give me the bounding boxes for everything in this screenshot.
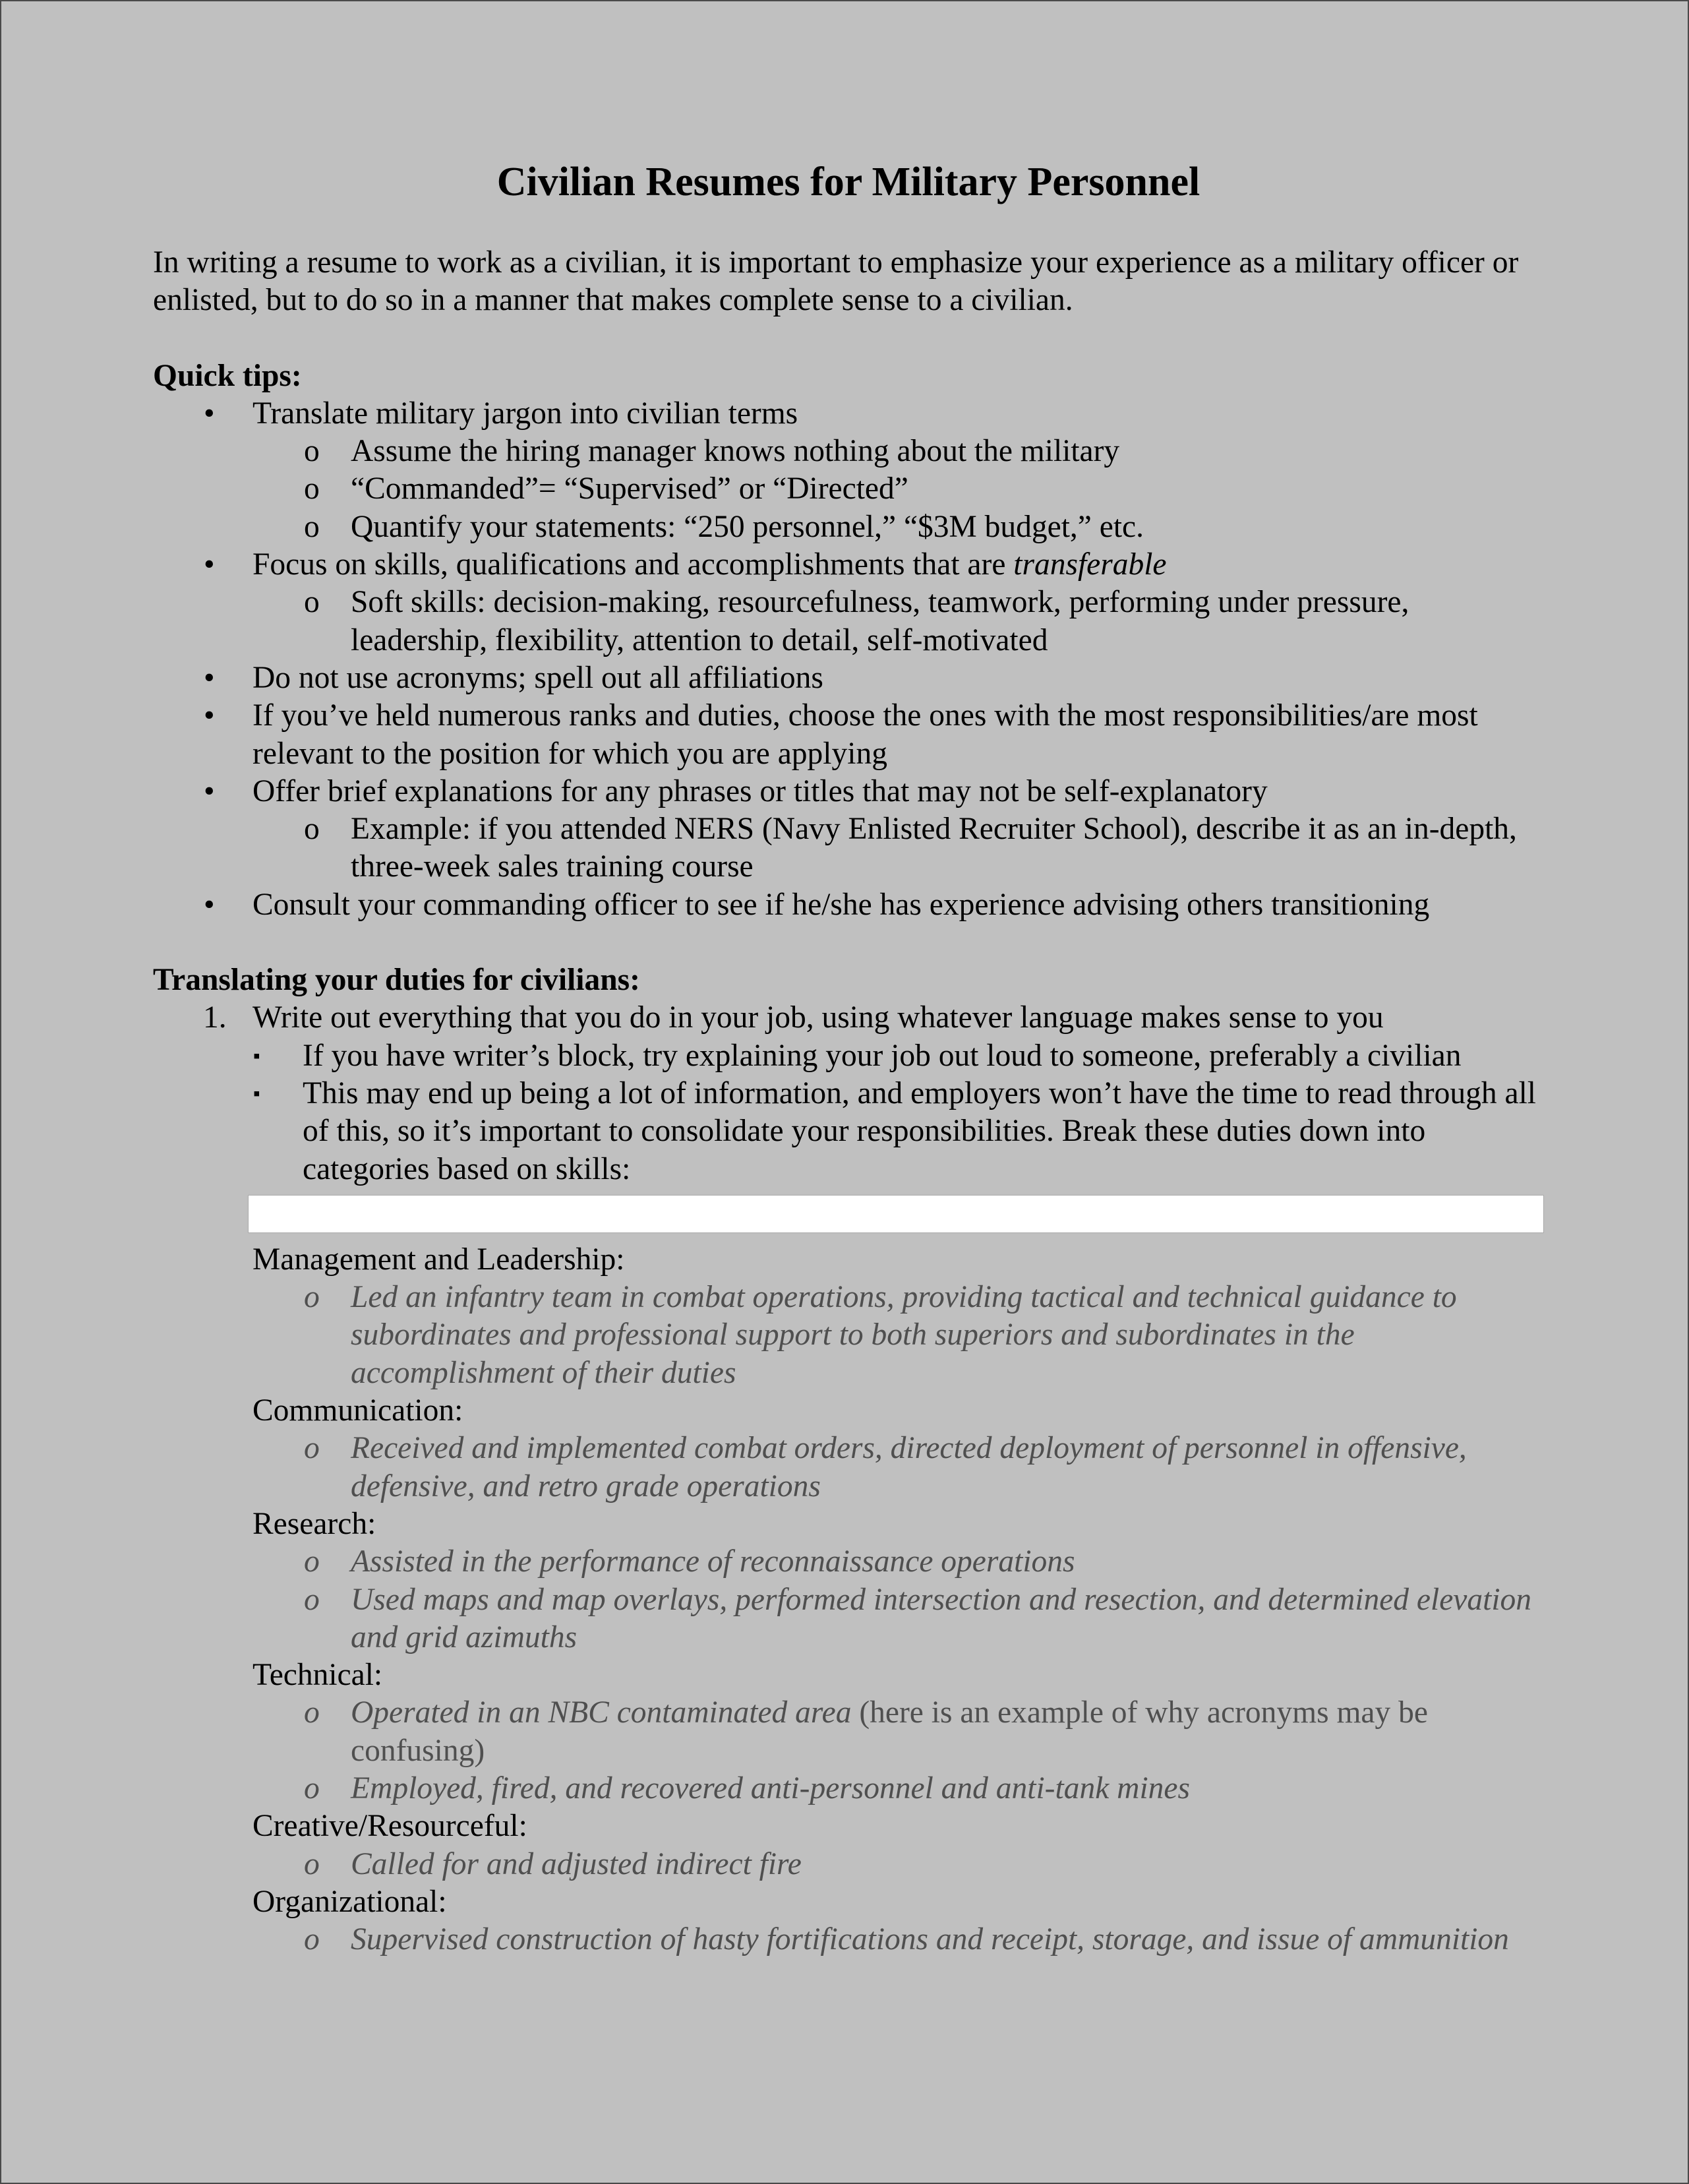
circle-marker: o <box>304 1280 320 1315</box>
tip-text: Offer brief explanations for any phrases or titles that may not be self-explanatory <box>252 774 1268 808</box>
circle-marker: o <box>304 509 320 544</box>
category-example <box>153 1279 1544 1392</box>
tip-item <box>153 697 1544 773</box>
step-number: 1. <box>203 1000 227 1035</box>
tip-subitem <box>153 584 1544 659</box>
category-example <box>153 1694 1544 1770</box>
category-heading: Organizational: <box>252 1884 447 1919</box>
circle-marker: o <box>304 1771 320 1805</box>
example-text: Received and implemented combat orders, directed deployment of personnel in offensive, defensive, and retro grade operations <box>351 1431 1467 1503</box>
step-subitem <box>153 1075 1544 1188</box>
tip-subtext: “Commanded”= “Supervised” or “Directed” <box>351 471 908 506</box>
tip-text: If you’ve held numerous ranks and duties, choose the ones with the most responsibilities/are most relevant to the position for which you are applying <box>252 698 1478 771</box>
category-heading: Technical: <box>252 1658 383 1693</box>
circle-marker: o <box>304 1846 320 1881</box>
tip-subtext: Assume the hiring manager knows nothing about the military <box>351 434 1120 469</box>
circle-marker: o <box>304 1544 320 1579</box>
quick-tips-heading: Quick tips: <box>153 358 302 393</box>
tip-subitem <box>153 810 1544 886</box>
document-body <box>153 156 1544 1958</box>
circle-marker: o <box>304 1922 320 1957</box>
tip-text: Do not use acronyms; spell out all affiliations <box>252 660 823 695</box>
tip-item <box>153 773 1544 810</box>
step-subtext: This may end up being a lot of information, and employers won’t have the time to read through all of this, so it’s important to consolidate your responsibilities. Break these duties down into categories based on skills: <box>303 1076 1536 1186</box>
tip-subtext: Example: if you attended NERS (Navy Enlisted Recruiter School), describe it as an in-depth, three-week sales training course <box>351 812 1517 884</box>
section-spacer <box>153 924 1544 961</box>
tip-emphasis: transferable <box>1013 547 1167 582</box>
document-title: Civilian Resumes for Military Personnel <box>496 160 1200 204</box>
translating-heading: Translating your duties for civilians: <box>153 963 640 998</box>
step-subtext: If you have writer’s block, try explaining your job out loud to someone, preferably a civilian <box>303 1038 1462 1073</box>
category-heading: Creative/Resourceful: <box>252 1809 527 1844</box>
tip-item <box>153 886 1544 924</box>
category-example <box>153 1430 1544 1505</box>
bullet-marker: • <box>204 660 215 695</box>
tip-text: Consult your commanding officer to see if he/she has experience advising others transitioning <box>252 887 1430 922</box>
circle-marker: o <box>304 585 320 620</box>
category-example <box>153 1543 1544 1581</box>
bullet-marker: • <box>204 774 215 808</box>
example-text: Led an infantry team in combat operations, providing tactical and technical guidance to subordinates and professional support to both superiors and subordinates in the accomplishment of their duties <box>351 1280 1457 1390</box>
tip-item <box>153 546 1544 584</box>
category-heading: Management and Leadership: <box>252 1242 625 1277</box>
bullet-marker: • <box>204 396 215 431</box>
numbered-step <box>153 999 1544 1037</box>
bullet-marker: • <box>204 547 215 582</box>
circle-marker: o <box>304 1695 320 1730</box>
tip-text: Translate military jargon into civilian terms <box>252 396 798 431</box>
category-example <box>153 1921 1544 1958</box>
tip-text: Focus on skills, qualifications and accomplishments that are <box>252 547 1014 582</box>
circle-marker: o <box>304 812 320 847</box>
example-text: Operated in an NBC contaminated area <box>351 1695 852 1730</box>
category-heading: Research: <box>252 1506 376 1541</box>
tip-subitem <box>153 433 1544 470</box>
example-note: (here is an example of why acronyms may be confusing) <box>351 1695 1428 1768</box>
tip-item <box>153 659 1544 697</box>
category-heading: Communication: <box>252 1393 463 1428</box>
square-marker: ▪ <box>253 1082 260 1105</box>
tip-item <box>153 395 1544 433</box>
circle-marker: o <box>304 1582 320 1617</box>
step-subitem <box>153 1037 1544 1075</box>
tip-subitem <box>153 470 1544 508</box>
bullet-marker: • <box>204 698 215 733</box>
tip-subtext: Quantify your statements: “250 personnel,” “$3M budget,” etc. <box>351 509 1144 544</box>
circle-marker: o <box>304 1431 320 1466</box>
category-example <box>153 1770 1544 1807</box>
intro-paragraph: In writing a resume to work as a civilian, it is important to emphasize your experience as a military officer or enlisted, but to do so in a manner that makes complete sense to a civilian. <box>153 245 1519 318</box>
example-text: Employed, fired, and recovered anti-personnel and anti-tank mines <box>351 1771 1190 1805</box>
example-text: Used maps and map overlays, performed intersection and resection, and determined elevation and grid azimuths <box>351 1582 1532 1654</box>
category-example <box>153 1581 1544 1657</box>
example-text: Assisted in the performance of reconnaissance operations <box>351 1544 1075 1579</box>
circle-marker: o <box>304 471 320 506</box>
bullet-marker: • <box>204 887 215 922</box>
square-marker: ▪ <box>253 1045 260 1067</box>
tip-subitem <box>153 508 1544 546</box>
step-text: Write out everything that you do in your job, using whatever language makes sense to you <box>252 1000 1384 1035</box>
example-text: Supervised construction of hasty fortifications and receipt, storage, and issue of ammunition <box>351 1922 1509 1957</box>
tip-subtext: Soft skills: decision-making, resourcefulness, teamwork, performing under pressure, leadership, flexibility, attention to detail, self-motivated <box>351 585 1409 657</box>
circle-marker: o <box>304 434 320 469</box>
blank-table-row <box>248 1195 1544 1233</box>
category-example <box>153 1846 1544 1883</box>
example-text: Called for and adjusted indirect fire <box>351 1846 802 1881</box>
